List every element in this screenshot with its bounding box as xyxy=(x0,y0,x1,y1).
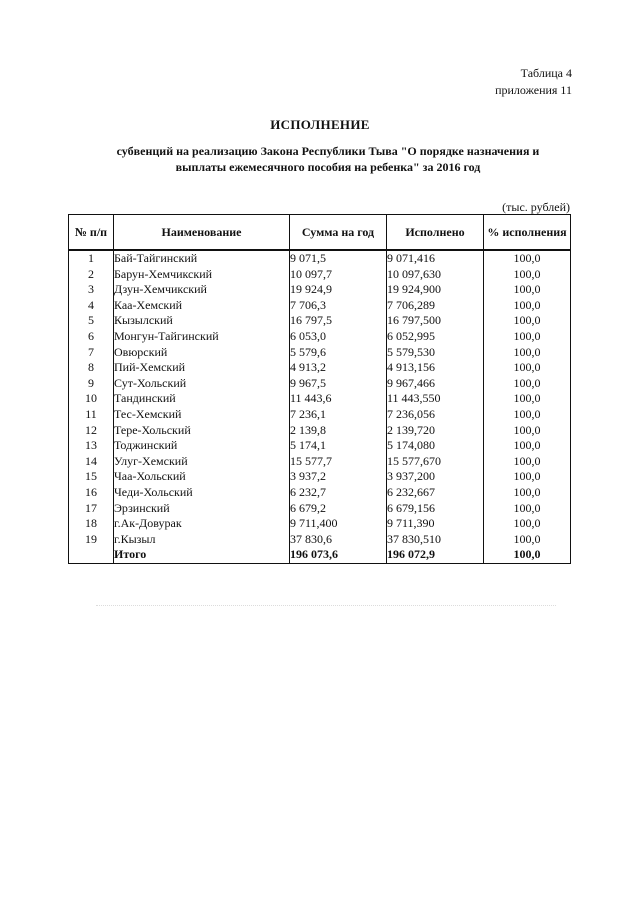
row-executed: 9 071,416 xyxy=(387,250,484,267)
row-name: Тоджинский xyxy=(114,438,290,454)
row-percent: 100,0 xyxy=(484,516,571,532)
table-row xyxy=(69,391,571,407)
row-number: 19 xyxy=(69,532,114,548)
row-annual-sum: 6 232,7 xyxy=(290,485,387,501)
row-name: Бай-Тайгинский xyxy=(114,250,290,267)
table-row xyxy=(69,469,571,485)
row-annual-sum: 10 097,7 xyxy=(290,267,387,283)
row-annual-sum: 3 937,2 xyxy=(290,469,387,485)
row-number: 8 xyxy=(69,360,114,376)
row-percent: 100,0 xyxy=(484,267,571,283)
row-annual-sum: 5 174,1 xyxy=(290,438,387,454)
row-name: Дзун-Хемчикский xyxy=(114,282,290,298)
row-executed: 6 679,156 xyxy=(387,501,484,517)
row-executed: 6 232,667 xyxy=(387,485,484,501)
row-number: 15 xyxy=(69,469,114,485)
row-percent: 100,0 xyxy=(484,501,571,517)
row-annual-sum: 7 706,3 xyxy=(290,298,387,314)
row-number: 6 xyxy=(69,329,114,345)
row-annual-sum: 6 679,2 xyxy=(290,501,387,517)
row-number: 16 xyxy=(69,485,114,501)
row-number: 7 xyxy=(69,345,114,361)
row-percent: 100,0 xyxy=(484,345,571,361)
row-executed: 16 797,500 xyxy=(387,313,484,329)
subtitle-line-1: субвенций на реализацию Закона Республики Тыва "О порядке назначения и xyxy=(116,144,540,158)
row-executed: 10 097,630 xyxy=(387,267,484,283)
row-number: 2 xyxy=(69,267,114,283)
row-executed: 9 711,390 xyxy=(387,516,484,532)
row-name: Монгун-Тайгинский xyxy=(114,329,290,345)
table-row xyxy=(69,532,571,548)
total-annual-sum: 196 073,6 xyxy=(290,547,387,563)
table-row xyxy=(69,516,571,532)
row-annual-sum: 6 053,0 xyxy=(290,329,387,345)
row-annual-sum: 2 139,8 xyxy=(290,423,387,439)
table-row xyxy=(69,501,571,517)
row-percent: 100,0 xyxy=(484,454,571,470)
row-number: 9 xyxy=(69,376,114,392)
row-number: 11 xyxy=(69,407,114,423)
row-executed: 7 236,056 xyxy=(387,407,484,423)
row-executed: 9 967,466 xyxy=(387,376,484,392)
total-number xyxy=(69,547,114,563)
row-name: Тес-Хемский xyxy=(114,407,290,423)
total-executed: 196 072,9 xyxy=(387,547,484,563)
col-header-percent: % исполнения xyxy=(484,215,571,251)
unit-label: (тыс. рублей) xyxy=(502,200,570,214)
table-row xyxy=(69,407,571,423)
col-header-annual-sum: Сумма на год xyxy=(290,215,387,251)
row-name: Тандинский xyxy=(114,391,290,407)
row-percent: 100,0 xyxy=(484,407,571,423)
row-name: Овюрский xyxy=(114,345,290,361)
table-row xyxy=(69,360,571,376)
col-header-executed: Исполнено xyxy=(387,215,484,251)
row-percent: 100,0 xyxy=(484,391,571,407)
row-name: г.Ак-Довурак xyxy=(114,516,290,532)
table-row xyxy=(69,423,571,439)
row-annual-sum: 4 913,2 xyxy=(290,360,387,376)
row-executed: 6 052,995 xyxy=(387,329,484,345)
row-number: 1 xyxy=(69,250,114,267)
row-number: 12 xyxy=(69,423,114,439)
document-title: ИСПОЛНЕНИЕ xyxy=(270,117,370,132)
row-percent: 100,0 xyxy=(484,250,571,267)
table-body xyxy=(69,250,571,563)
table-row xyxy=(69,438,571,454)
row-executed: 11 443,550 xyxy=(387,391,484,407)
row-number: 4 xyxy=(69,298,114,314)
row-name: Пий-Хемский xyxy=(114,360,290,376)
row-name: Улуг-Хемский xyxy=(114,454,290,470)
row-number: 14 xyxy=(69,454,114,470)
total-row xyxy=(69,547,571,563)
total-percent: 100,0 xyxy=(484,547,571,563)
row-percent: 100,0 xyxy=(484,469,571,485)
row-annual-sum: 9 711,400 xyxy=(290,516,387,532)
row-annual-sum: 11 443,6 xyxy=(290,391,387,407)
row-name: Тере-Хольский xyxy=(114,423,290,439)
row-executed: 19 924,900 xyxy=(387,282,484,298)
row-name: г.Кызыл xyxy=(114,532,290,548)
table-header-row xyxy=(69,215,571,251)
row-percent: 100,0 xyxy=(484,313,571,329)
row-number: 17 xyxy=(69,501,114,517)
row-executed: 2 139,720 xyxy=(387,423,484,439)
row-percent: 100,0 xyxy=(484,532,571,548)
table-row xyxy=(69,250,571,267)
col-header-name: Наименование xyxy=(114,215,290,251)
row-number: 5 xyxy=(69,313,114,329)
row-annual-sum: 19 924,9 xyxy=(290,282,387,298)
row-percent: 100,0 xyxy=(484,376,571,392)
subtitle-line-2: выплаты ежемесячного пособия на ребенка" за 2016 год xyxy=(175,160,481,174)
total-name: Итого xyxy=(114,547,290,563)
table-row xyxy=(69,376,571,392)
execution-table xyxy=(68,214,571,564)
row-name: Чаа-Хольский xyxy=(114,469,290,485)
row-number: 13 xyxy=(69,438,114,454)
row-annual-sum: 7 236,1 xyxy=(290,407,387,423)
row-name: Эрзинский xyxy=(114,501,290,517)
row-number: 18 xyxy=(69,516,114,532)
row-annual-sum: 9 071,5 xyxy=(290,250,387,267)
table-row xyxy=(69,345,571,361)
row-executed: 5 174,080 xyxy=(387,438,484,454)
col-header-number: № п/п xyxy=(69,215,114,251)
row-percent: 100,0 xyxy=(484,438,571,454)
row-number: 10 xyxy=(69,391,114,407)
row-percent: 100,0 xyxy=(484,423,571,439)
row-name: Каа-Хемский xyxy=(114,298,290,314)
document-subtitle xyxy=(96,143,560,175)
table-number: Таблица 4 xyxy=(520,66,572,80)
table-row xyxy=(69,313,571,329)
row-executed: 4 913,156 xyxy=(387,360,484,376)
table-row xyxy=(69,298,571,314)
row-percent: 100,0 xyxy=(484,485,571,501)
row-annual-sum: 16 797,5 xyxy=(290,313,387,329)
row-name: Кызылский xyxy=(114,313,290,329)
table-row xyxy=(69,329,571,345)
row-annual-sum: 37 830,6 xyxy=(290,532,387,548)
row-executed: 5 579,530 xyxy=(387,345,484,361)
row-percent: 100,0 xyxy=(484,329,571,345)
row-annual-sum: 9 967,5 xyxy=(290,376,387,392)
scan-dots xyxy=(96,605,556,606)
row-name: Барун-Хемчикский xyxy=(114,267,290,283)
table-row xyxy=(69,485,571,501)
row-percent: 100,0 xyxy=(484,282,571,298)
row-name: Сут-Хольский xyxy=(114,376,290,392)
row-number: 3 xyxy=(69,282,114,298)
table-row xyxy=(69,267,571,283)
row-executed: 3 937,200 xyxy=(387,469,484,485)
row-percent: 100,0 xyxy=(484,360,571,376)
table-row xyxy=(69,282,571,298)
row-executed: 37 830,510 xyxy=(387,532,484,548)
appendix-label: приложения 11 xyxy=(495,83,572,97)
row-executed: 15 577,670 xyxy=(387,454,484,470)
row-executed: 7 706,289 xyxy=(387,298,484,314)
row-name: Чеди-Хольский xyxy=(114,485,290,501)
row-annual-sum: 5 579,6 xyxy=(290,345,387,361)
row-annual-sum: 15 577,7 xyxy=(290,454,387,470)
row-percent: 100,0 xyxy=(484,298,571,314)
table-row xyxy=(69,454,571,470)
